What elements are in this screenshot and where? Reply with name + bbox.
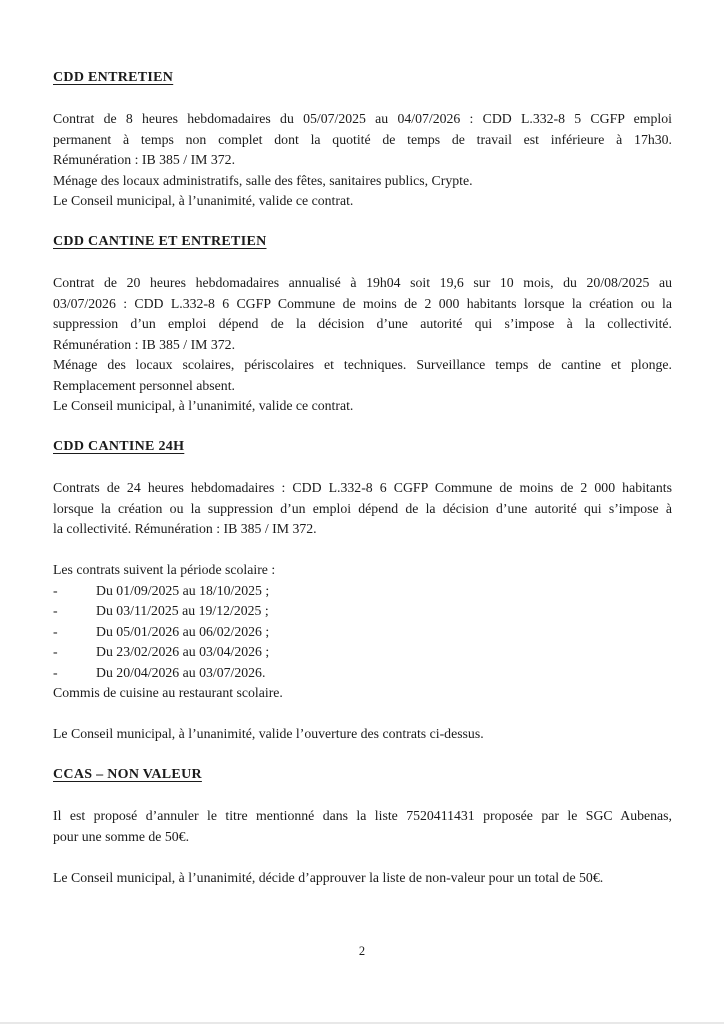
section-title: CDD CANTINE ET ENTRETIEN xyxy=(53,234,267,249)
paragraph-line: Le Conseil municipal, à l’unanimité, valide ce contrat. xyxy=(53,398,354,413)
list-item-marker: - xyxy=(53,582,58,598)
paragraph-line: Rémunération : IB 385 / IM 372. xyxy=(53,152,236,167)
section-cdd-cantine-et-entretien xyxy=(53,232,672,417)
paragraph-line: Rémunération : IB 385 / IM 372. xyxy=(53,336,236,352)
list-item xyxy=(53,622,672,643)
paragraph-line: Le Conseil municipal, à l’unanimité, décide d’approuver la liste de non-valeur pour un total de 50€. xyxy=(53,869,604,885)
list-item-text: Du 20/04/2026 au 03/07/2026. xyxy=(96,664,266,680)
paragraph-line: Les contrats suivent la période scolaire : xyxy=(53,562,276,577)
list-item-text: Du 03/11/2025 au 19/12/2025 ; xyxy=(96,603,269,618)
list-item-marker: - xyxy=(53,664,58,680)
section-ccas-non-valeur xyxy=(53,765,672,888)
section-title: CCAS – NON VALEUR xyxy=(53,767,202,782)
paragraph-line: Il est proposé d’annuler le titre mentionné dans la liste 7520411431 proposée par le SGC Aubenas, xyxy=(53,808,672,823)
list-item-text: Du 01/09/2025 au 18/10/2025 ; xyxy=(96,582,270,598)
paragraph-line: Contrats de 24 heures hebdomadaires : CDD L.332-8 6 CGFP Commune de moins de 2 000 habitants xyxy=(53,480,672,495)
paragraph xyxy=(53,560,672,704)
paragraph xyxy=(53,273,672,417)
paragraph-line: pour une somme de 50€. xyxy=(53,828,190,844)
list-item-text: Du 23/02/2026 au 03/04/2026 ; xyxy=(96,644,270,659)
paragraph-line: Contrat de 8 heures hebdomadaires du 05/07/2025 au 04/07/2026 : CDD L.332-8 5 CGFP emploi xyxy=(53,111,672,126)
list-item-text: Du 05/01/2026 au 06/02/2026 ; xyxy=(96,623,270,639)
list-item-marker: - xyxy=(53,603,58,618)
page-number: 2 xyxy=(358,944,366,958)
list-item-marker: - xyxy=(53,623,58,639)
paragraph-line: Le Conseil municipal, à l’unanimité, valide ce contrat. xyxy=(53,193,354,208)
list-item xyxy=(53,663,672,684)
paragraph xyxy=(53,868,672,889)
paragraph-line: Le Conseil municipal, à l’unanimité, valide l’ouverture des contrats ci-dessus. xyxy=(53,726,484,741)
paragraph-line: Contrat de 20 heures hebdomadaires annualisé à 19h04 soit 19,6 sur 10 mois, du 20/08/2025 au xyxy=(53,275,672,290)
paragraph-line: Ménage des locaux scolaires, périscolaires et techniques. Surveillance temps de cantine et plonge. xyxy=(53,357,672,372)
list-item xyxy=(53,601,672,622)
paragraph-line: Commis de cuisine au restaurant scolaire. xyxy=(53,685,283,700)
paragraph-line: 03/07/2026 : CDD L.332-8 6 CGFP Commune de moins de 2 000 habitants lorsque la création ou la xyxy=(53,295,672,311)
paragraph-line: permanent à temps non complet dont la quotité de temps de travail est inférieure à 17h30. xyxy=(53,131,672,147)
paragraph-line: suppression d’un emploi dépend de la décision d’une autorité qui s’impose à la collectivité. xyxy=(53,316,672,331)
section-cdd-entretien xyxy=(53,68,672,212)
section-cdd-cantine-24h xyxy=(53,437,672,745)
paragraph-line: Ménage des locaux administratifs, salle des fêtes, sanitaires publics, Crypte. xyxy=(53,172,473,188)
list-item xyxy=(53,642,672,663)
paragraph xyxy=(53,724,672,745)
paragraph xyxy=(53,109,672,212)
list-item xyxy=(53,581,672,602)
section-title: CDD ENTRETIEN xyxy=(53,70,174,85)
paragraph xyxy=(53,478,672,540)
paragraph xyxy=(53,806,672,847)
paragraph-line: lorsque la création ou la suppression d’un emploi dépend de la décision d’une autorité qui s’impose à xyxy=(53,500,672,516)
section-title: CDD CANTINE 24H xyxy=(53,439,185,454)
paragraph-line: Remplacement personnel absent. xyxy=(53,377,235,393)
paragraph-line: la collectivité. Rémunération : IB 385 / IM 372. xyxy=(53,521,317,536)
list-item-marker: - xyxy=(53,644,58,659)
